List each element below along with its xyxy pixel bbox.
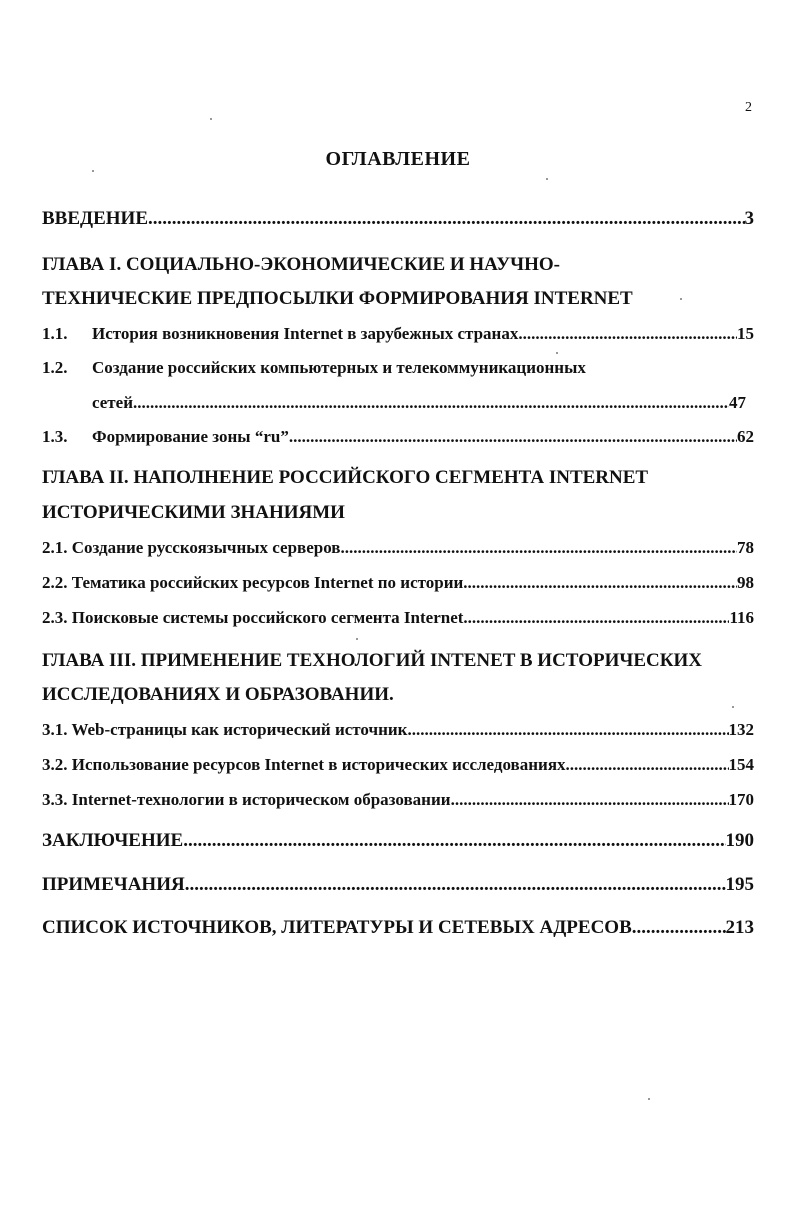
toc-entry-3-3[interactable] [42, 790, 754, 810]
toc-entry-page: 132 [728, 720, 754, 739]
dot-leader [340, 538, 737, 558]
chapter2-title-line1: ГЛАВА II. НАПОЛНЕНИЕ РОССИЙСКОГО СЕГМЕНТА INTERNET [42, 467, 649, 488]
chapter3-title-line2: ИССЛЕДОВАНИЯХ И ОБРАЗОВАНИИ. [42, 684, 394, 705]
toc-entry-1-2[interactable] [42, 358, 754, 378]
toc-entry-title: 2.3. Поисковые системы российского сегмента Internet [42, 608, 464, 627]
toc-entry-3-1[interactable] [42, 720, 754, 740]
scan-speck [92, 170, 94, 172]
toc-entry-title: 3.3. Internet-технологии в историческом образовании [42, 790, 451, 809]
dot-leader [518, 324, 737, 344]
dot-leader [183, 830, 725, 852]
toc-entry-2-2[interactable] [42, 573, 754, 593]
toc-entry-page: 47 [729, 393, 746, 412]
toc-entry-2-1[interactable] [42, 538, 754, 558]
toc-entry-1-2-continuation[interactable] [92, 393, 746, 413]
toc-entry-title: ЗАКЛЮЧЕНИЕ [42, 830, 184, 851]
toc-entry-page: 195 [725, 874, 754, 895]
toc-entry-page: 190 [725, 830, 754, 851]
dot-leader [463, 608, 729, 628]
toc-entry-notes[interactable] [42, 874, 754, 896]
toc-entry-title: ПРИМЕЧАНИЯ [42, 874, 185, 895]
toc-entry-page: 170 [728, 790, 754, 809]
toc-entry-title: 2.1. Создание русскоязычных серверов [42, 538, 341, 557]
toc-heading: ОГЛАВЛЕНИЕ [325, 148, 471, 170]
chapter1-title-line1: ГЛАВА I. СОЦИАЛЬНО-ЭКОНОМИЧЕСКИЕ И НАУЧНО- [42, 254, 561, 275]
toc-entry-conclusion[interactable] [42, 830, 754, 852]
toc-entry-page: 154 [728, 755, 754, 774]
toc-entry-page: 3 [744, 208, 754, 229]
scan-speck [356, 638, 358, 640]
scan-speck [556, 352, 558, 354]
toc-entry-sources[interactable] [42, 917, 754, 939]
chapter2-title-line2: ИСТОРИЧЕСКИМИ ЗНАНИЯМИ [42, 502, 345, 523]
toc-entry-title: 3.2. Использование ресурсов Internet в исторических исследованиях [42, 755, 566, 774]
dot-leader [185, 874, 726, 896]
dot-leader [451, 790, 729, 810]
toc-entry-page: 15 [737, 324, 754, 343]
toc-entry-title: История возникновения Internet в зарубежных странах [92, 324, 519, 343]
toc-entry-title-continuation: сетей. [92, 393, 138, 412]
toc-entry-title: Формирование зоны “ru” [92, 427, 289, 446]
toc-entry-page: 62 [737, 427, 754, 446]
toc-entry-title: 3.1. Web-страницы как исторический источник [42, 720, 408, 739]
chapter3-title-line1: ГЛАВА III. ПРИМЕНЕНИЕ ТЕХНОЛОГИЙ INTENET В ИСТОРИЧЕСКИХ [42, 650, 702, 671]
dot-leader [463, 573, 737, 593]
toc-entry-page: 116 [729, 608, 754, 627]
scan-speck [210, 118, 212, 120]
toc-entry-1-3[interactable] [42, 427, 754, 447]
toc-entry-title: 2.2. Тематика российских ресурсов Internet по истории [42, 573, 464, 592]
dot-leader [566, 755, 729, 775]
toc-entry-3-2[interactable] [42, 755, 754, 775]
toc-entry-introduction[interactable] [42, 208, 754, 230]
scan-speck [648, 1098, 650, 1100]
dot-leader [632, 917, 726, 939]
toc-entry-page: 98 [737, 573, 754, 592]
scan-speck [546, 178, 548, 180]
section-number: 1.2. [42, 358, 68, 377]
toc-entry-title: СПИСОК ИСТОЧНИКОВ, ЛИТЕРАТУРЫ И СЕТЕВЫХ АДРЕСОВ [42, 917, 632, 938]
chapter1-title-line2: ТЕХНИЧЕСКИЕ ПРЕДПОСЫЛКИ ФОРМИРОВАНИЯ INTERNET [42, 288, 633, 309]
dot-leader [148, 208, 745, 230]
section-number: 1.1. [42, 324, 68, 343]
dot-leader [137, 393, 729, 413]
toc-entry-1-1[interactable] [42, 324, 754, 344]
toc-entry-2-3[interactable] [42, 608, 754, 628]
dot-leader [289, 427, 737, 447]
scan-speck [680, 298, 682, 300]
section-number: 1.3. [42, 427, 68, 446]
toc-entry-title: Создание российских компьютерных и телекоммуникационных [92, 358, 586, 377]
dot-leader [407, 720, 728, 740]
toc-entry-title: ВВЕДЕНИЕ [42, 208, 148, 229]
page-number: 2 [745, 100, 752, 115]
toc-entry-page: 213 [725, 917, 754, 938]
toc-entry-page: 78 [737, 538, 754, 557]
scan-speck [732, 706, 734, 708]
